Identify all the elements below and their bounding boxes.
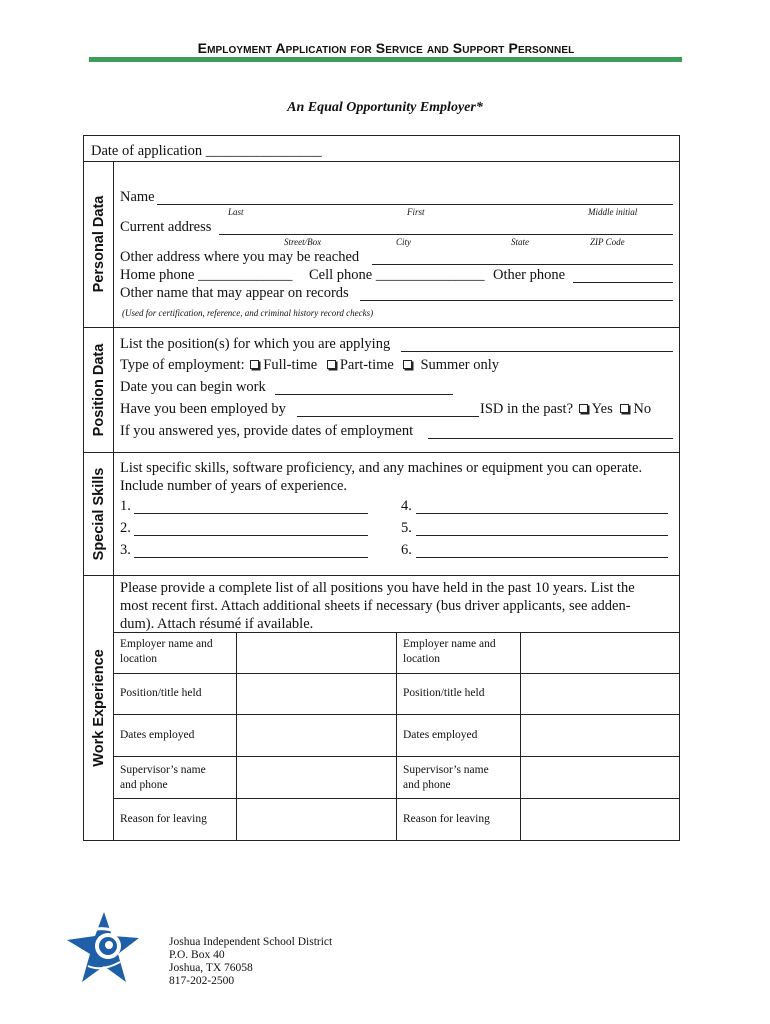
employed-before-row — [480, 401, 651, 418]
yes-checkbox[interactable] — [579, 404, 588, 413]
dates-employed-label: If you answered yes, provide dates of employment — [120, 423, 414, 439]
skill-field-5[interactable] — [416, 535, 668, 536]
skill-field-1[interactable] — [134, 513, 368, 514]
caption-zip: ZIP Code — [590, 237, 625, 247]
summer-only-label: Summer only — [420, 357, 499, 373]
section-label-skills: Special Skills — [91, 467, 107, 561]
district-address — [169, 936, 332, 988]
section-label-work: Work Experience — [91, 649, 107, 767]
other-name-label: Other name that may appear on records — [120, 285, 349, 301]
supervisor-label-right: Supervisor’s name and phone — [403, 764, 489, 791]
employment-type-label: Type of employment: — [120, 357, 245, 373]
caption-city: City — [396, 237, 411, 247]
work-instructions-1: Please provide a complete list of all positions you have held in the past 10 years. List the — [120, 580, 635, 596]
position-held-label-right: Position/title held — [403, 687, 485, 699]
skill-number-2: 2. — [120, 520, 131, 536]
home-phone-label[interactable]: Home phone _____________ — [120, 267, 293, 283]
employer-input-right[interactable] — [522, 634, 679, 672]
part-time-label: Part-time — [339, 357, 394, 373]
skill-number-5: 5. — [401, 520, 412, 536]
form-title: Employment Application for Service and Support Personnel — [197, 40, 575, 56]
caption-street-box: Street/Box — [284, 237, 322, 247]
reason-input-left[interactable] — [238, 800, 395, 840]
positions-field[interactable] — [401, 351, 673, 352]
begin-date-field[interactable] — [275, 394, 453, 395]
date-row-divider — [83, 161, 680, 162]
other-address-field[interactable] — [372, 264, 673, 265]
header-rule — [89, 57, 682, 62]
skill-number-6: 6. — [401, 542, 412, 558]
other-address-label: Other address where you may be reached — [120, 249, 360, 265]
employment-type-row — [120, 357, 499, 374]
section-label-column-divider — [113, 161, 114, 841]
part-time-checkbox[interactable] — [327, 360, 336, 369]
work-col-divider — [396, 632, 397, 841]
skill-field-3[interactable] — [134, 557, 368, 558]
skill-field-6[interactable] — [416, 557, 668, 558]
skill-number-4: 4. — [401, 498, 412, 514]
district-city: Joshua, TX 76058 — [169, 962, 253, 974]
supervisor-input-left[interactable] — [238, 758, 395, 797]
positions-label: List the position(s) for which you are applying — [120, 336, 391, 352]
begin-date-label: Date you can begin work — [120, 379, 266, 395]
section-label-position: Position Data — [91, 343, 107, 437]
full-time-checkbox[interactable] — [250, 360, 259, 369]
position-skills-divider — [83, 452, 680, 453]
other-phone-field[interactable] — [573, 282, 673, 283]
full-time-label: Full-time — [263, 357, 318, 373]
other-name-field[interactable] — [360, 300, 673, 301]
skill-number-3: 3. — [120, 542, 131, 558]
position-input-right[interactable] — [522, 675, 679, 713]
district-phone: 817-202-2500 — [169, 975, 235, 987]
name-field[interactable] — [157, 204, 673, 205]
employed-district-field[interactable] — [297, 416, 479, 417]
subtitle: An Equal Opportunity Employer* — [287, 100, 483, 115]
dates-employed-field[interactable] — [428, 438, 673, 439]
caption-middle-initial: Middle initial — [588, 207, 638, 217]
dates-input-left[interactable] — [238, 716, 395, 755]
summer-only-checkbox[interactable] — [403, 360, 412, 369]
employer-input-left[interactable] — [238, 634, 395, 672]
employed-before-label: Have you been employed by — [120, 401, 286, 417]
supervisor-label-left: Supervisor’s name and phone — [120, 764, 206, 791]
star-mascot-icon — [62, 908, 142, 988]
caption-state: State — [511, 237, 529, 247]
reason-leaving-label-right: Reason for leaving — [403, 813, 490, 825]
reason-leaving-label-left: Reason for leaving — [120, 813, 207, 825]
dates-employed-label-left: Dates employed — [120, 729, 195, 741]
caption-first: First — [407, 207, 425, 217]
current-address-label: Current address — [120, 219, 212, 235]
section-label-personal: Personal Data — [91, 195, 107, 293]
no-checkbox[interactable] — [620, 404, 629, 413]
caption-last: Last — [228, 207, 244, 217]
position-input-left[interactable] — [238, 675, 395, 713]
skill-field-4[interactable] — [416, 513, 668, 514]
skill-number-1: 1. — [120, 498, 131, 514]
personal-position-divider — [83, 327, 680, 328]
other-phone-label: Other phone — [493, 267, 566, 283]
district-name: Joshua Independent School District — [169, 936, 333, 948]
position-held-label-left: Position/title held — [120, 687, 202, 699]
skills-instructions-1: List specific skills, software proficiency, and any machines or equipment you can operate. — [120, 460, 643, 476]
employer-label-left: Employer name and location — [120, 638, 213, 665]
yes-label: Yes — [591, 401, 613, 417]
cell-phone-label[interactable]: Cell phone _______________ — [309, 267, 485, 283]
name-label: Name — [120, 189, 155, 205]
skills-instructions-2: Include number of years of experience. — [120, 478, 348, 494]
skills-work-divider — [83, 575, 680, 576]
skill-field-2[interactable] — [134, 535, 368, 536]
district-logo — [62, 908, 142, 988]
employer-label-right: Employer name and location — [403, 638, 496, 665]
reason-input-right[interactable] — [522, 800, 679, 840]
current-address-field[interactable] — [219, 234, 673, 235]
records-note: (Used for certification, reference, and criminal history record checks) — [122, 308, 374, 318]
employed-before-suffix: ISD in the past? — [480, 401, 574, 417]
supervisor-input-right[interactable] — [522, 758, 679, 797]
work-instructions-2: most recent first. Attach additional sheets if necessary (bus driver applicants, see adden- — [120, 598, 631, 614]
date-of-application[interactable]: Date of application ________________ — [91, 143, 322, 159]
district-po-box: P.O. Box 40 — [169, 949, 225, 961]
dates-input-right[interactable] — [522, 716, 679, 755]
no-label: No — [633, 401, 652, 417]
work-instructions-3: dum). Attach résumé if available. — [120, 616, 314, 632]
dates-employed-label-right: Dates employed — [403, 729, 478, 741]
